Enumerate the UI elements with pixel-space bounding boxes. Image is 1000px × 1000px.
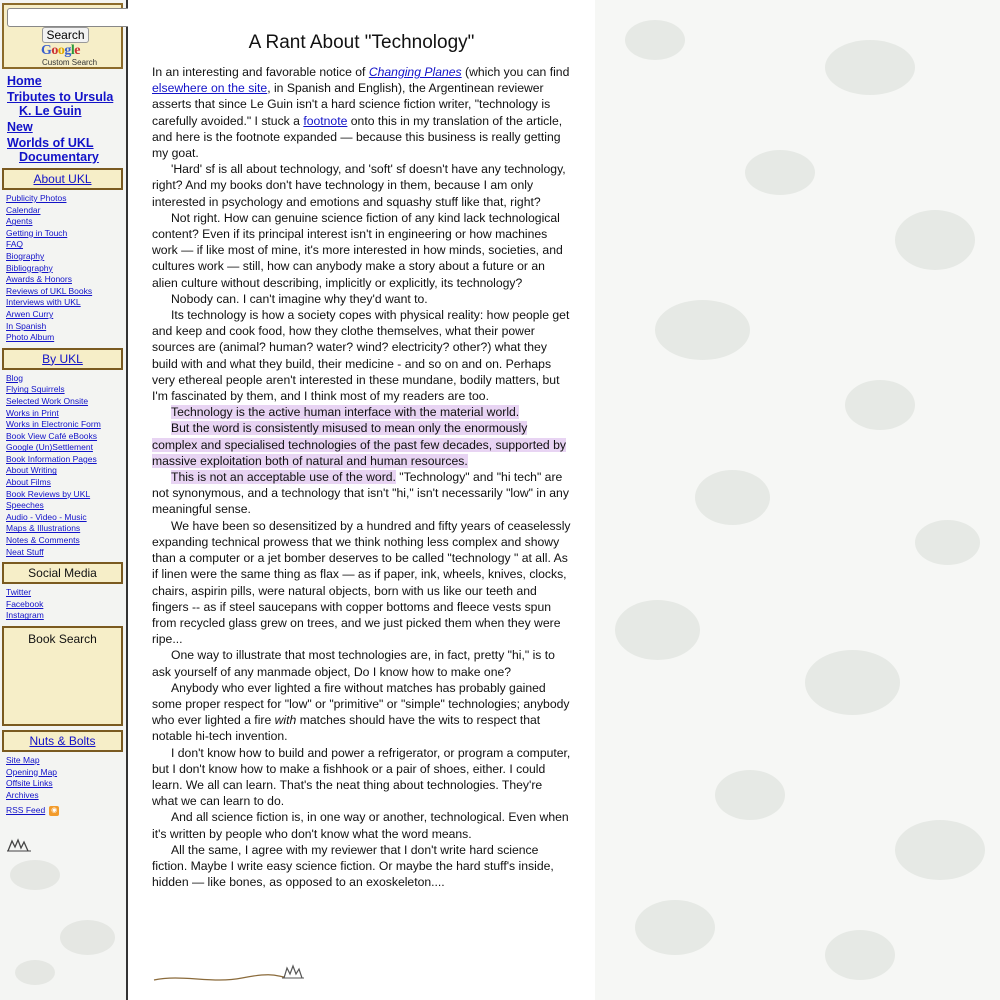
about-item[interactable]: Reviews of UKL Books bbox=[6, 285, 93, 296]
social-section-title: Social Media bbox=[2, 562, 123, 584]
footnote-link[interactable]: footnote bbox=[303, 113, 348, 128]
paragraph: Its technology is how a society copes with physical reality: how people get and keep and cook food, how they clothe themselves, what their power sources are (animal? human? water? wind? electricity? other?) what they build with and what they build, their medicine - and so on and on. Perhaps very ethereal people aren't interested in these mundane, bodily matters, but I'm fascinated by them, and I think most of my readers are too. bbox=[152, 308, 570, 404]
about-item[interactable]: Calendar bbox=[6, 204, 41, 215]
about-item[interactable]: FAQ bbox=[6, 239, 24, 250]
about-section-title[interactable] bbox=[2, 168, 123, 190]
by-item[interactable]: Google (Un)Settlement bbox=[6, 442, 93, 453]
rss-icon[interactable]: ◉ bbox=[51, 807, 58, 815]
by-item[interactable]: Flying Squirrels bbox=[6, 384, 65, 395]
nuts-item[interactable]: Offsite Links bbox=[6, 778, 53, 789]
elsewhere-link[interactable]: elsewhere on the site bbox=[152, 81, 268, 96]
nuts-item[interactable]: Archives bbox=[6, 789, 39, 800]
about-item[interactable]: Photo Album bbox=[6, 332, 55, 343]
nuts-links bbox=[6, 755, 126, 817]
by-item[interactable]: Book Reviews by UKL bbox=[6, 488, 91, 499]
sidebar bbox=[0, 0, 128, 1000]
by-item[interactable]: Works in Print bbox=[6, 407, 59, 418]
page-title: A Rant About "Technology" bbox=[248, 32, 475, 53]
map-background bbox=[595, 0, 1000, 1000]
by-item[interactable]: Works in Electronic Form bbox=[6, 419, 101, 430]
paragraph: 'Hard' sf is all about technology, and 'soft' sf doesn't have any technology, right? And my books don't have technology in them, because I am only interested in psychology and emotions and squashy stuff like that, right? bbox=[152, 162, 566, 209]
main-content bbox=[128, 0, 595, 1000]
by-item[interactable]: Book Information Pages bbox=[6, 453, 97, 464]
paragraph: Nobody can. I can't imagine why they'd want to. bbox=[171, 291, 428, 306]
nuts-link[interactable]: Nuts & Bolts bbox=[29, 734, 96, 748]
by-item[interactable]: Selected Work Onsite bbox=[6, 395, 89, 406]
site-logo-icon bbox=[6, 837, 32, 853]
social-links bbox=[6, 587, 126, 622]
main-nav bbox=[7, 74, 126, 164]
by-item[interactable]: About Writing bbox=[6, 465, 57, 476]
by-link[interactable]: By UKL bbox=[42, 351, 83, 366]
paragraph: All the same, I agree with my reviewer that I don't write hard science fiction. Maybe I write easy science fiction. Or maybe the hard stuff's inside, hidden — like bones, as opposed to an exoskeleton.... bbox=[152, 842, 554, 890]
about-item[interactable]: Getting in Touch bbox=[6, 227, 68, 238]
nav-home[interactable]: Home bbox=[7, 74, 42, 88]
about-item[interactable]: Interviews with UKL bbox=[6, 297, 81, 308]
by-item[interactable]: Maps & Illustrations bbox=[6, 523, 81, 534]
paragraph: And all science fiction is, in one way or another, technological. Even when it's written by people who don't know what the word means. bbox=[152, 810, 569, 841]
nuts-item[interactable]: Opening Map bbox=[6, 766, 58, 777]
about-item[interactable]: Awards & Honors bbox=[6, 274, 72, 285]
custom-search-label: Custom Search bbox=[42, 58, 98, 67]
paragraph: In an interesting and favorable notice of Changing Planes (which you can find elsewhere on the site, in Spanish and English), the Argentinean reviewer asserts that since Le Guin isn't a hard science fiction writer, "technology is carefully avoided." I stuck a footnote onto this in my translation of the article, and here is the footnote expanded — because this business is really getting my goat. bbox=[152, 65, 570, 161]
changing-planes-link[interactable]: Changing Planes bbox=[368, 65, 462, 79]
google-logo: Google bbox=[41, 43, 80, 58]
nav-worlds-documentary[interactable]: Worlds of UKL Documentary bbox=[7, 136, 99, 164]
paragraph: Anybody who ever lighted a fire without matches has probably gained some proper respect for "low" or "primitive" or "simple" technologies; anybody who ever lighted a fire with matches should have the wits to respect that notable hi-tech invention. bbox=[152, 680, 570, 744]
nuts-section-title[interactable] bbox=[2, 730, 123, 752]
rss-feed-link[interactable]: RSS Feed bbox=[6, 805, 46, 816]
about-item[interactable]: Agents bbox=[6, 216, 33, 227]
nav-new[interactable]: New bbox=[7, 120, 33, 134]
paragraph: We have been so desensitized by a hundred and fifty years of ceaselessly expanding technical prowess that we think nothing less complex and showy than a computer or a jet bomber deserves to be called "technology " at all. As if linen were the same thing as flax — as if paper, ink, wheels, knives, clocks, chairs, aspirin pills, were natural objects, born with us like our teeth and fingers -- as if steel saucepans with copper bottoms and fleece vests spun from recycled glass grew on trees, and we just picked them when they were ripe... bbox=[152, 518, 571, 647]
search-button[interactable]: Search bbox=[42, 27, 89, 43]
paragraph: I don't know how to build and power a refrigerator, or program a computer, but I don't know how to make a fishhook or a pair of shoes, either. I could learn. We all can learn. That's the neat thing about technologies. They're what we can learn to do. bbox=[152, 745, 571, 809]
paragraph: This is not an acceptable use of the word. "Technology" and "hi tech" are not synonymous, and a technology that isn't "hi," isn't necessarily "low" in any meaningful sense. bbox=[152, 470, 569, 517]
about-item[interactable]: In Spanish bbox=[6, 320, 47, 331]
by-links bbox=[6, 373, 126, 559]
nuts-item[interactable]: Site Map bbox=[6, 755, 40, 765]
by-section-title[interactable] bbox=[2, 348, 123, 370]
paragraph: One way to illustrate that most technologies are, in fact, pretty "hi," is to ask yourself of any manmade object, Do I know how to make one? bbox=[152, 648, 555, 679]
by-item[interactable]: Notes & Comments bbox=[6, 535, 80, 546]
about-item[interactable]: Arwen Curry bbox=[6, 308, 54, 319]
by-item[interactable]: Speeches bbox=[6, 500, 44, 511]
by-item[interactable]: Audio - Video - Music bbox=[6, 511, 87, 522]
rss-row bbox=[6, 805, 126, 817]
book-search-box: Book Search bbox=[2, 626, 123, 726]
about-link[interactable]: About UKL bbox=[33, 172, 92, 186]
about-links bbox=[6, 193, 126, 344]
about-item[interactable]: Biography bbox=[6, 250, 45, 261]
highlighted-paragraph: But the word is consistently misused to mean only the enormously complex and specialised technologies of the past few decades, supported by massive exploitation both of natural and human resources. bbox=[152, 421, 566, 468]
social-instagram[interactable]: Instagram bbox=[6, 610, 44, 621]
social-facebook[interactable]: Facebook bbox=[6, 598, 44, 609]
social-twitter[interactable]: Twitter bbox=[6, 587, 32, 598]
paragraph: Not right. How can genuine science fiction of any kind lack technological content? Even if its principal interest isn't in engineering or how machines work — if like most of mine, it's more interested in how minds, societies, and cultures work — still, how can anybody make a story about a future or an alien culture without describing, implicitly or explicitly, its technology? bbox=[152, 210, 563, 290]
about-item[interactable]: Bibliography bbox=[6, 262, 53, 273]
about-item[interactable]: Publicity Photos bbox=[6, 193, 67, 203]
nav-tributes[interactable]: Tributes to Ursula K. Le Guin bbox=[7, 90, 114, 118]
highlighted-paragraph: Technology is the active human interface with the material world. bbox=[171, 405, 520, 420]
by-item[interactable]: About Films bbox=[6, 477, 51, 488]
by-item[interactable]: Blog bbox=[6, 372, 24, 383]
search-box bbox=[2, 3, 123, 69]
by-item[interactable]: Book View Café eBooks bbox=[6, 430, 98, 441]
signature-flourish-icon bbox=[152, 960, 307, 986]
by-item[interactable]: Neat Stuff bbox=[6, 546, 44, 557]
